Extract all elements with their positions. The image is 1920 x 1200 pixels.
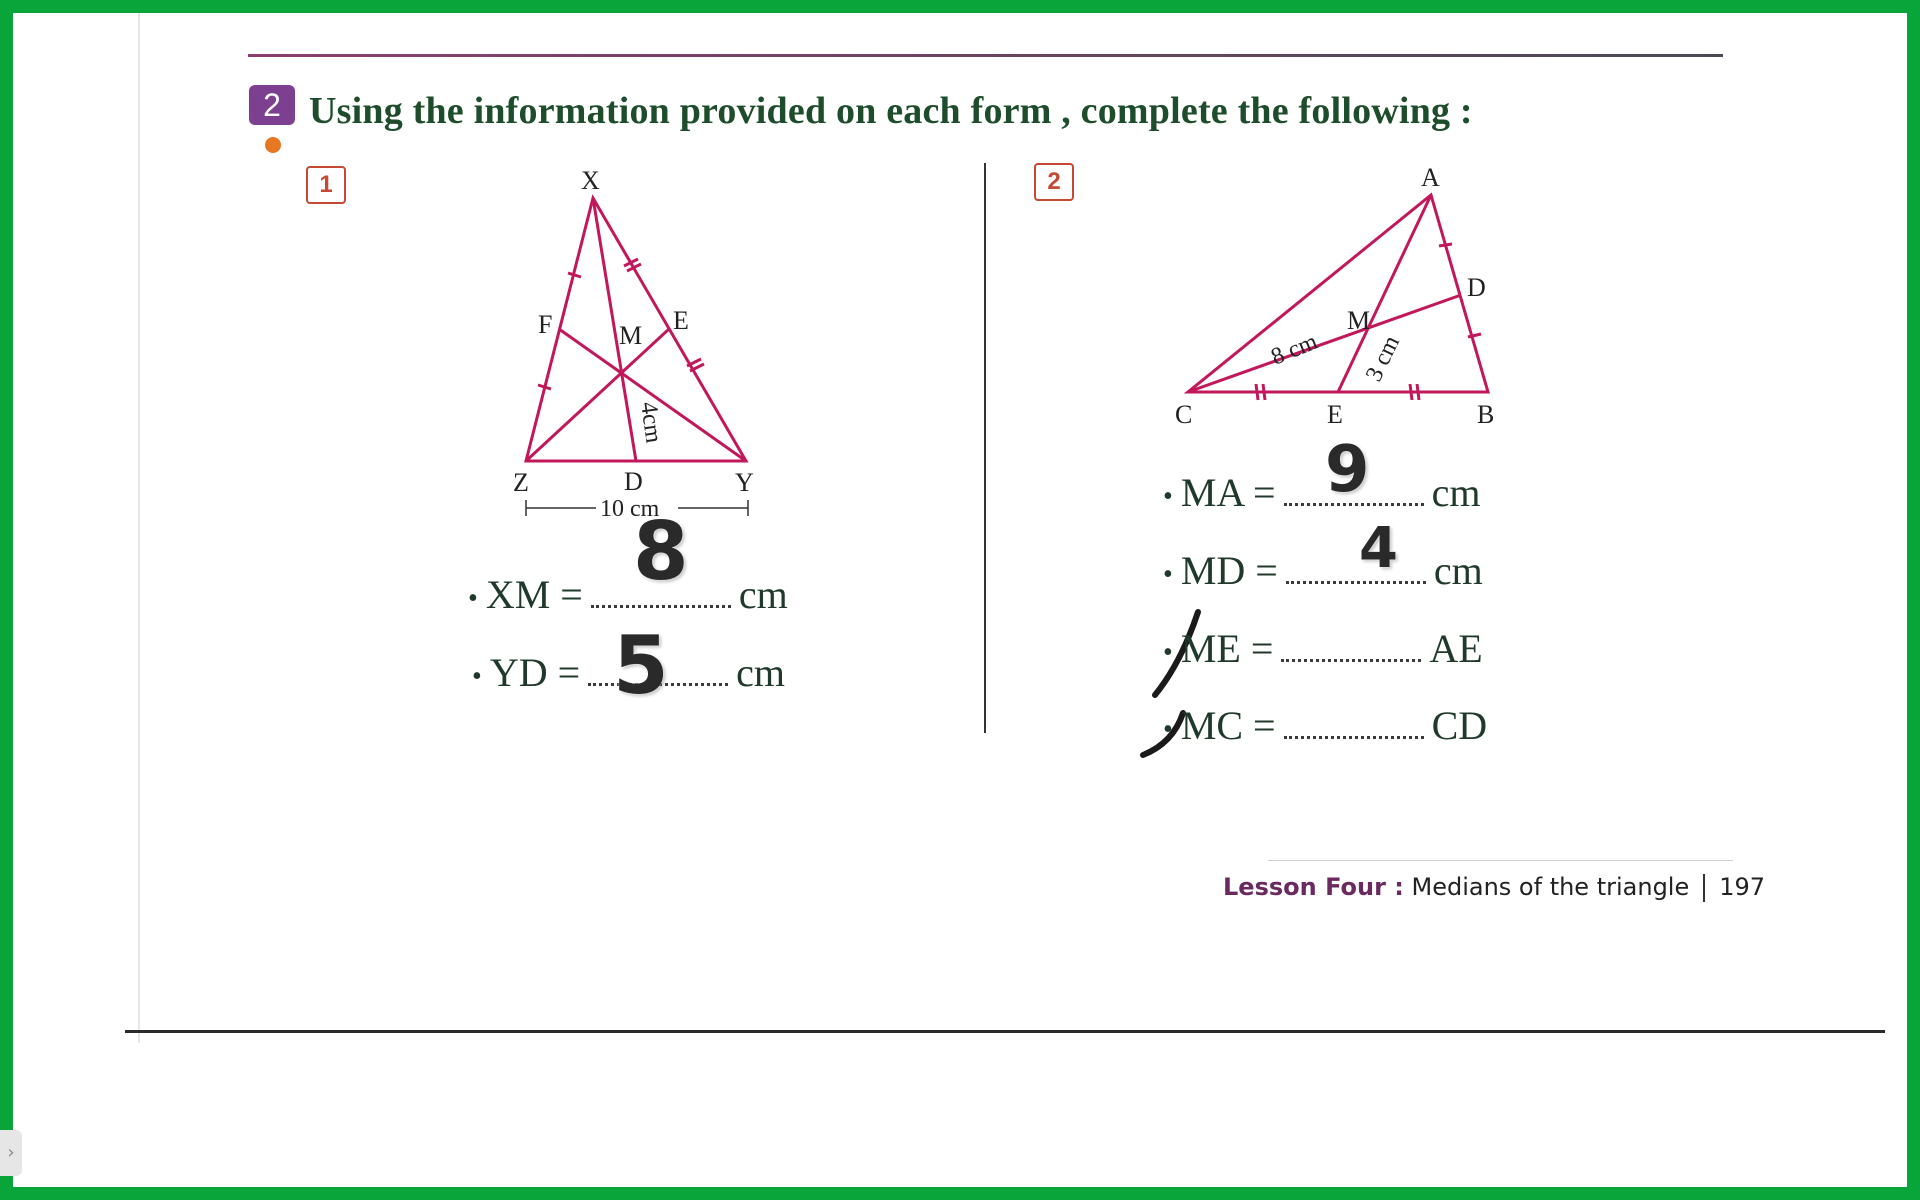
label-me-length: 3 cm [1361,331,1406,386]
page-bottom-edge [125,1030,1885,1033]
form2-labels [1175,163,1494,429]
chevron-right-icon[interactable]: › [0,1130,22,1176]
label-md-length: 4cm [635,400,667,445]
label-e2: E [1327,400,1343,429]
handwritten-answer-md: 4 [1359,516,1398,581]
page-footer [1223,873,1765,902]
form2-answer-me [1163,625,1483,672]
label-cm-length: 8 cm [1267,328,1322,371]
label-z: Z [513,468,529,497]
bullet: • [1163,713,1173,745]
answer-label: MC = [1180,703,1276,748]
answer-blank[interactable] [1281,631,1421,662]
page-number: 197 [1719,873,1766,901]
page-frame [13,13,1907,1187]
label-d2: D [1467,273,1486,302]
tick-ce-2 [1263,384,1265,400]
label-zy-length: 10 cm [600,496,660,522]
label-y: Y [735,468,754,497]
handwritten-answer-xm: 8 [633,505,689,598]
answer-unit: cm [736,650,786,695]
label-b: B [1477,400,1495,429]
footer-separator [1703,874,1705,902]
label-x: X [581,166,600,195]
triangle-abc [1188,195,1488,400]
answer-label: MD = [1180,548,1278,593]
tick-ad [1439,244,1452,246]
answer-unit: cm [738,572,788,617]
label-f: F [538,310,553,339]
footer-lesson: Lesson Four : [1223,873,1404,901]
tick-fz [538,385,551,389]
label-m: M [619,321,643,350]
answer-label: YD = [489,650,581,695]
question-title: Using the information provided on each form , complete the following : [309,90,1473,132]
median-cd [1188,295,1461,392]
form1-labels [513,166,754,522]
label-d: D [624,467,643,496]
form1-number-box: 1 [306,166,346,204]
label-c: C [1175,400,1193,429]
footer-rule [1268,860,1733,861]
answer-unit: cm [1433,548,1483,593]
answer-label: MA = [1180,470,1276,515]
form2-answer-mc [1163,702,1487,749]
geometry-diagrams [13,13,1907,1187]
answer-unit: AE [1429,626,1483,671]
bullet: • [1163,558,1173,590]
answer-unit: cm [1431,470,1481,515]
column-divider [984,163,986,733]
label-m2: M [1347,306,1371,335]
tick-eb-2 [1417,384,1419,400]
answer-blank[interactable] [1284,708,1424,739]
answer-blank[interactable] [1286,553,1426,584]
tick-xf [568,273,581,277]
label-a: A [1421,163,1440,192]
tick-ce-1 [1256,384,1258,400]
answer-label: XM = [485,572,583,617]
form2-answer-md [1163,547,1483,594]
footer-topic: Medians of the triangle [1411,873,1690,901]
question-number-badge: 2 [249,85,295,125]
triangle-abc-outline [1188,195,1488,392]
handwritten-answer-ma: 9 [1325,433,1370,507]
bullet: • [468,582,478,614]
bullet: • [1163,636,1173,668]
form1-answer-xm [468,571,788,618]
answer-unit: CD [1431,703,1488,748]
tick-eb-1 [1410,384,1412,400]
bullet: • [1163,480,1173,512]
form2-number-box: 2 [1034,163,1074,201]
form2-answer-ma [1163,469,1481,516]
label-e: E [673,306,689,335]
handwritten-answer-yd: 5 [613,619,669,712]
answer-label: ME = [1180,626,1274,671]
bullet: • [472,660,482,692]
